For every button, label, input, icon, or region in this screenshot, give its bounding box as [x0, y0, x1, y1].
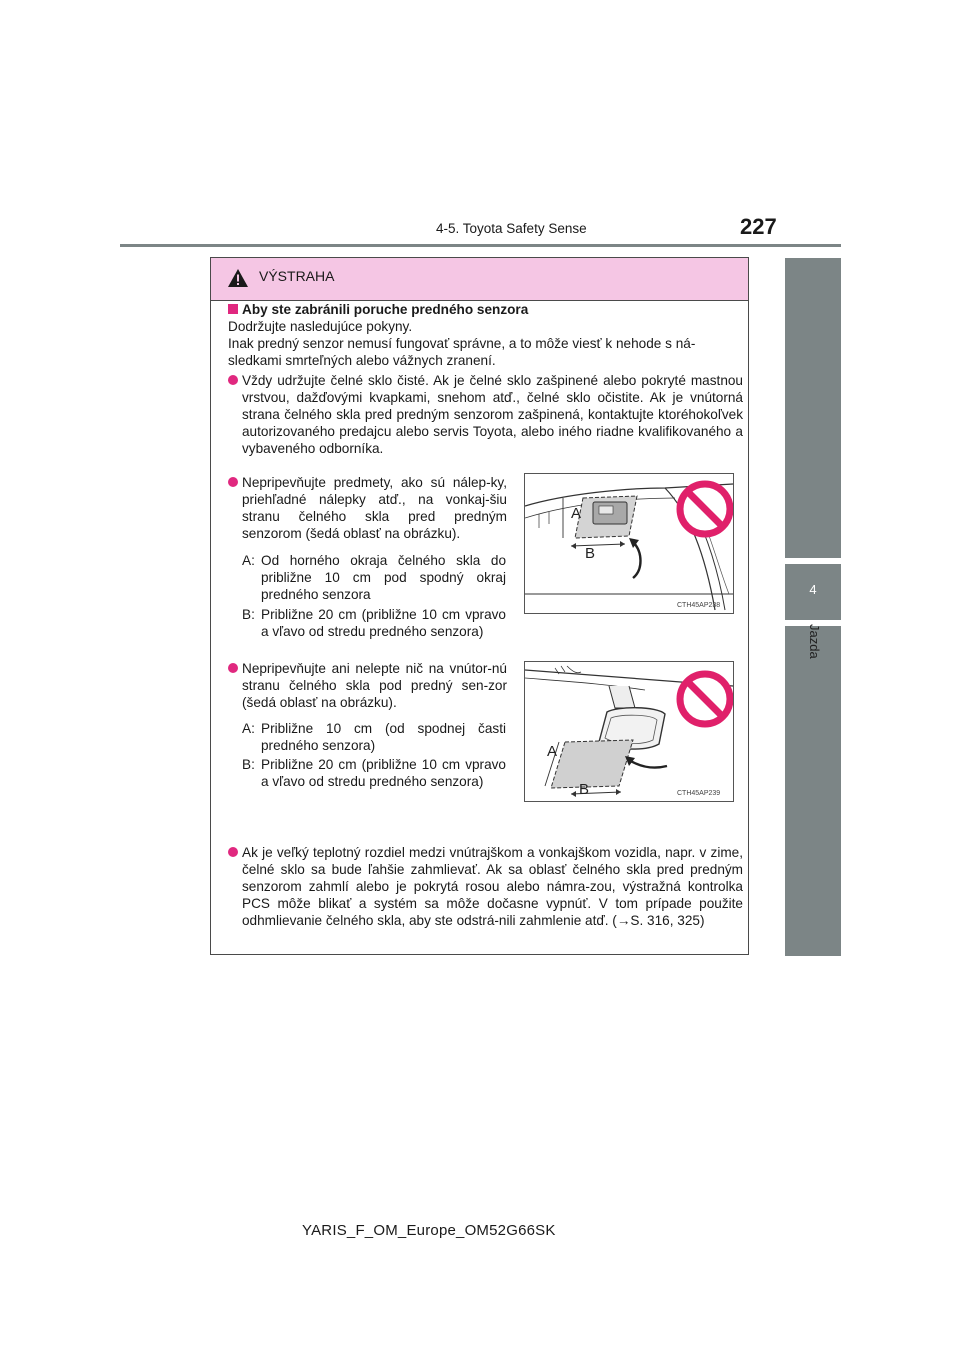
figure-outside-sensor: [524, 473, 734, 614]
bullet-item-fogging: Ak je veľký teplotný rozdiel medzi vnútrajškom a vonkajškom vozidla, napr. v zime, čelné sklo sa bude ľahšie zahmlievať. Ak sa oblasť čelného skla pred predným senzorom zahmlí alebo je pokrytá rosou alebo námra-zou, výstražná kontrolka PCS môže blikať a systém sa môže dočasne vypnúť. V tom prípade použite odhmlievanie čelného skla, aby ste odstrá-nili zahmlenie atď. (→S. 316, 325): [228, 844, 743, 929]
figure-label-a: A: [547, 743, 558, 760]
figure-label-a: A: [571, 505, 582, 522]
figure-label-b: B: [585, 545, 596, 562]
bullet-dot-icon: [228, 847, 238, 857]
prohibited-icon: [680, 674, 730, 724]
chapter-number: 4: [809, 582, 817, 597]
footer-document-code: YARIS_F_OM_Europe_OM52G66SK: [302, 1222, 556, 1239]
sub-item-b-inside: B: Približne 20 cm (približne 10 cm vpravo a vľavo od stredu predného senzora): [242, 757, 506, 789]
sub-item-a-inside: A: Približne 10 cm (od spodnej časti predného senzora): [242, 721, 506, 753]
square-bullet-icon: [228, 304, 238, 314]
bullet-item-inside-stickers: Nepripevňujte ani nelepte nič na vnútor-nú stranu čelného skla pod predný sen-zor (šedá oblasť na obrázku).: [228, 660, 507, 711]
warning-triangle-icon: [227, 268, 249, 288]
prohibited-icon: [680, 484, 730, 534]
bullet-item-clean-windshield: Vždy udržujte čelné sklo čisté. Ak je čelné sklo zašpinené alebo pokryté mastnou vrstvou, dažďovými kvapkami, snehom atď., čelné sklo očistite. Ak je vnútorná strana čelného skla pred predným senzorom zašpinená, kontaktujte ktoréhokoľvek autorizovaného predajcu alebo servis Toyota, alebo iného riadne kvalifikovaného a vybaveného odborníka.: [228, 372, 743, 457]
warning-label: VÝSTRAHA: [259, 268, 335, 284]
warning-header: [211, 258, 748, 301]
figure-inside-sensor: [524, 661, 734, 802]
bullet-dot-icon: [228, 375, 238, 385]
bullet-dot-icon: [228, 477, 238, 487]
header-section-title: 4-5. Toyota Safety Sense: [436, 221, 587, 236]
intro-line-2: Inak predný senzor nemusí fungovať správne, a to môže viesť k nehode s ná-: [228, 336, 696, 351]
header-divider: [120, 244, 841, 247]
side-tab-chapter: [785, 564, 841, 620]
page-number: 227: [740, 214, 777, 239]
intro-line-3: sledkami smrteľných alebo vážnych zranení.: [228, 353, 496, 368]
intro-line-1: Dodržujte nasledujúce pokyny.: [228, 319, 413, 334]
sub-item-b-outside: B: Približne 20 cm (približne 10 cm vpravo a vľavo od stredu predného senzora): [242, 607, 506, 639]
bullet-dot-icon: [228, 663, 238, 673]
figure-code-239: CTH45AP239: [677, 790, 721, 797]
bullet-item-outside-stickers: Nepripevňujte predmety, ako sú nálep-ky, priehľadné nálepky atď., na vonkaj-šiu stranu čelného skla pred predným senzorom (šedá oblasť na obrázku).: [228, 474, 507, 542]
figure-label-b: B: [579, 781, 590, 798]
sub-item-a-outside: A: Od horného okraja čelného skla do približne 10 cm pod spodný okraj predného senzora: [242, 553, 506, 602]
chapter-name: Jazda: [807, 624, 822, 659]
figure-code-238: CTH45AP238: [677, 602, 721, 609]
side-tab-upper: [785, 258, 841, 558]
section-title: Aby ste zabránili poruche predného senzora: [228, 301, 528, 318]
